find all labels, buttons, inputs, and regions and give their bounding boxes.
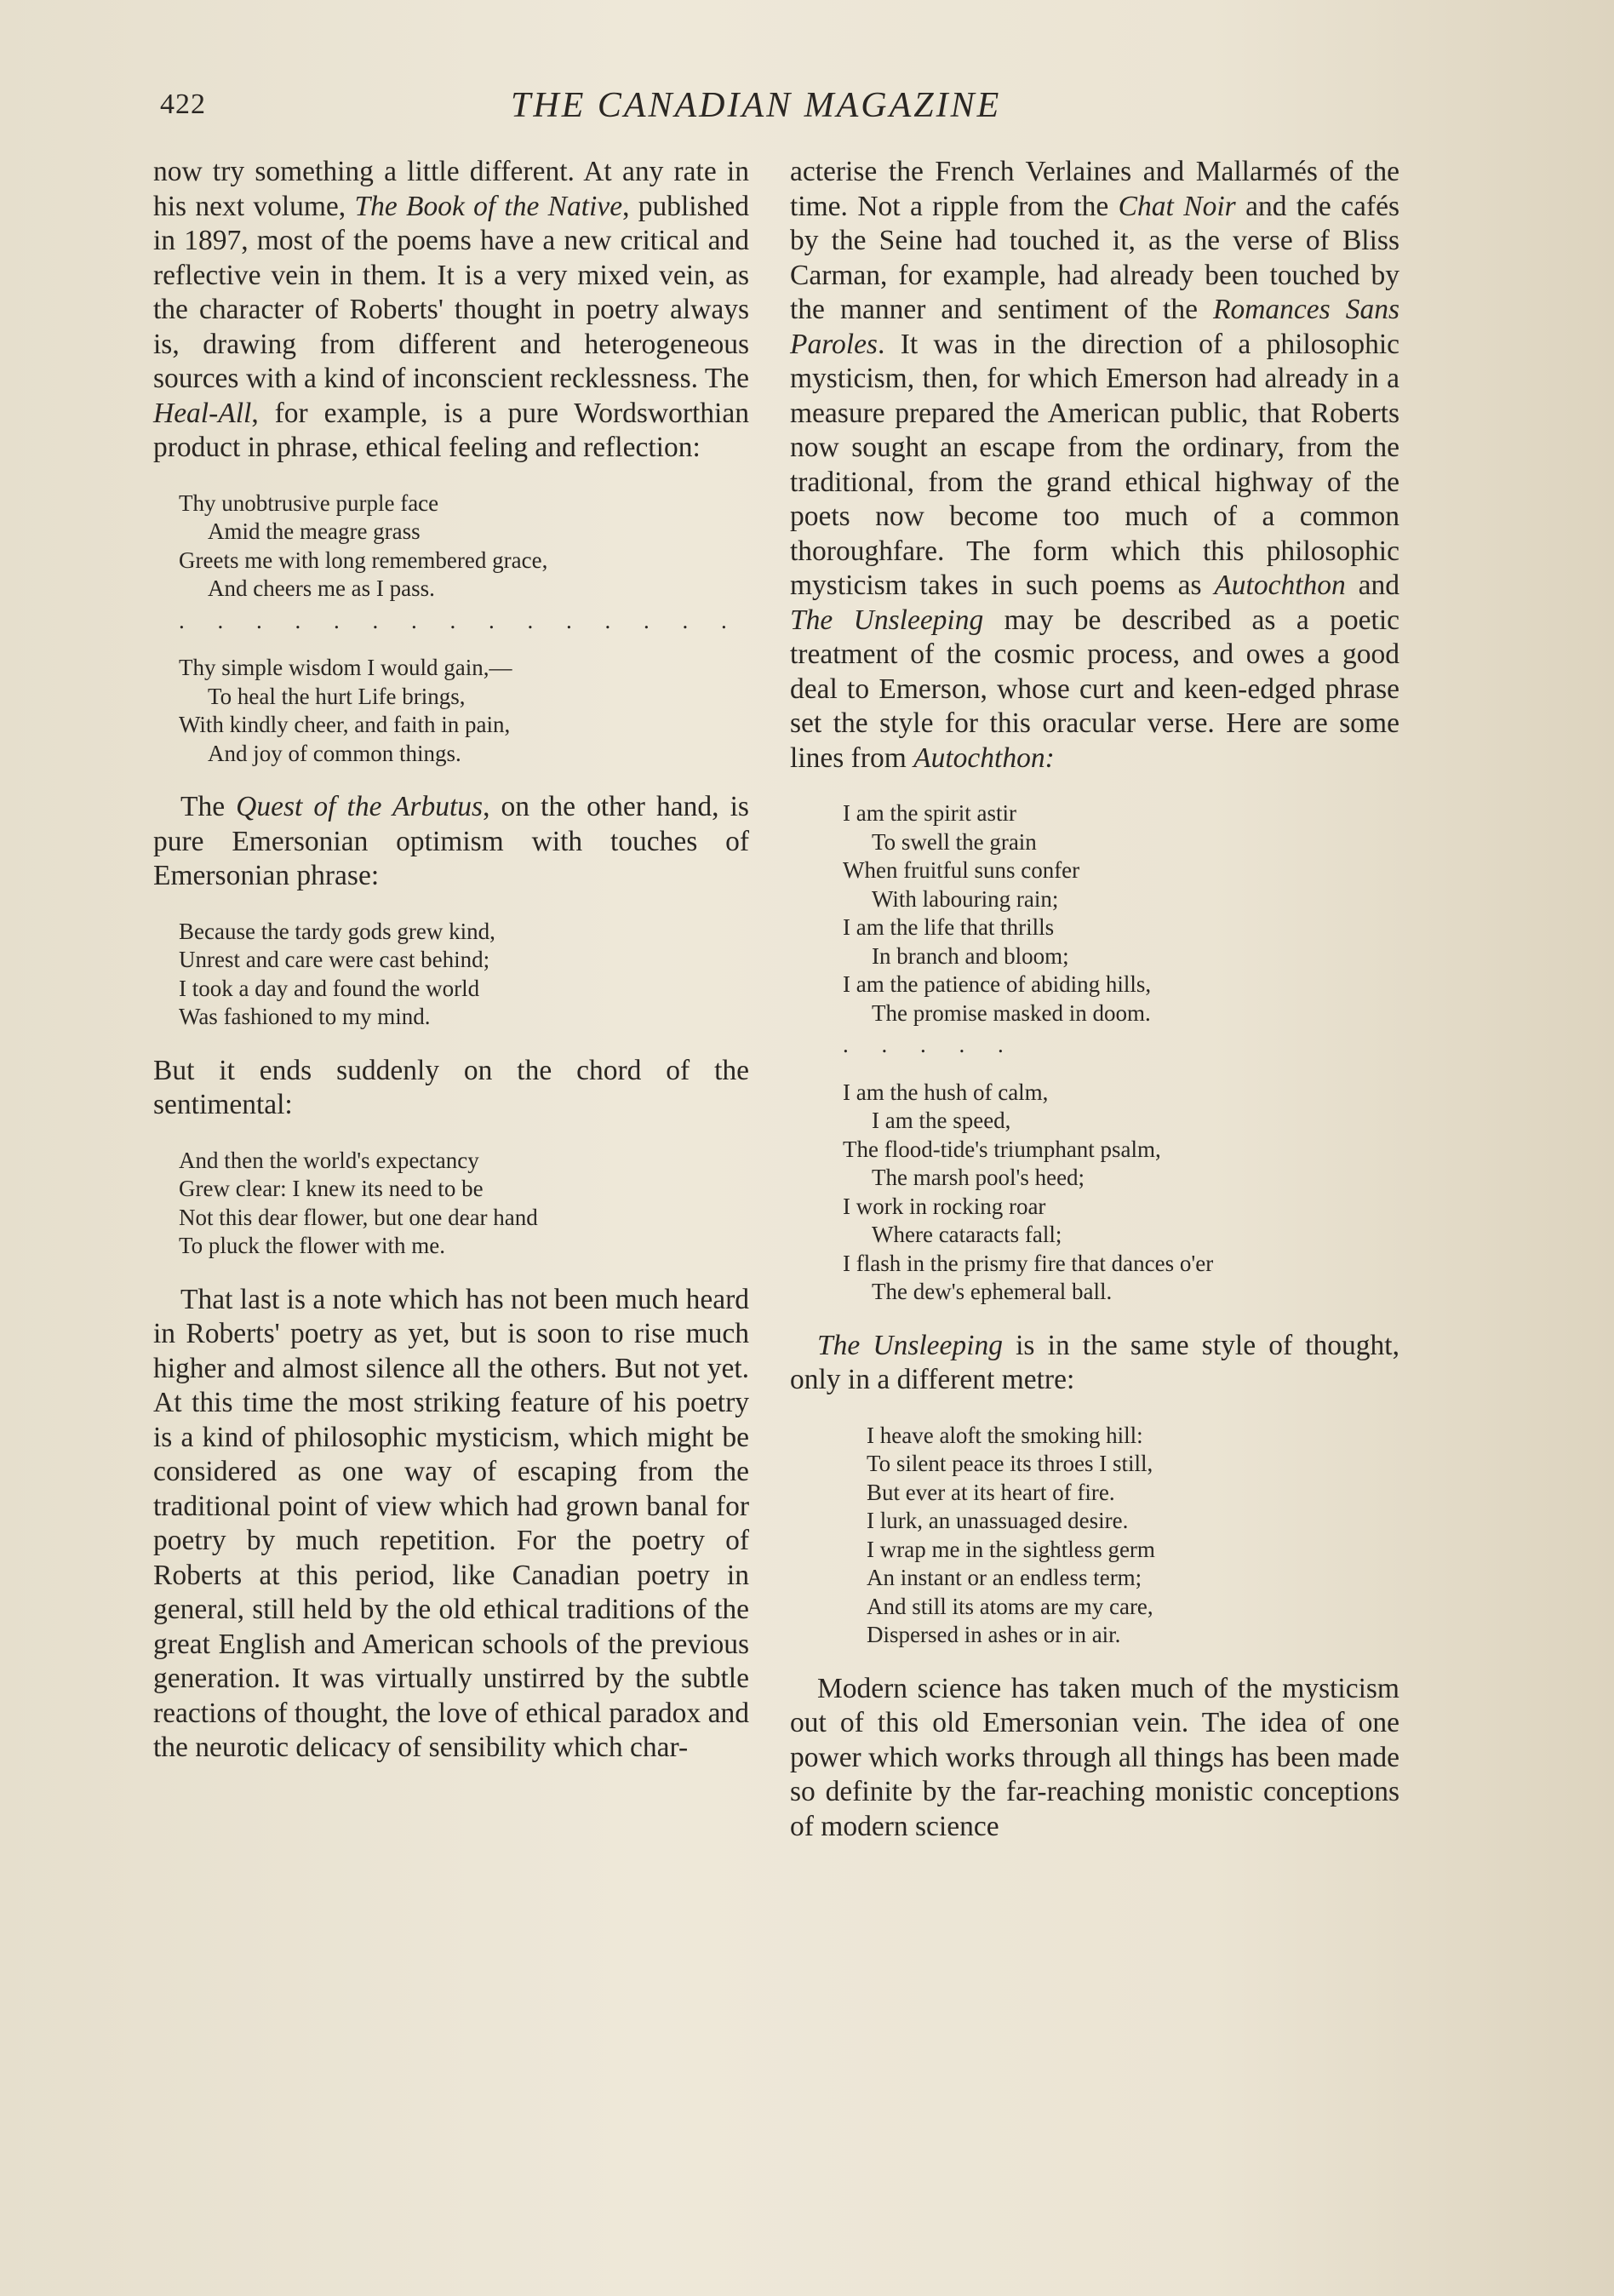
left-paragraph-3: But it ends suddenly on the chord of the sentimental: [153,1054,749,1120]
poem-line: An instant or an endless term; [867,1565,1142,1590]
poem-line: I lurk, an unassuaged desire. [867,1508,1129,1533]
poem-line: Thy unobtrusive purple face [179,490,439,516]
poem-line: Because the tardy gods grew kind, [179,918,495,944]
poem-line: With kindly cheer, and faith in pain, [179,712,511,737]
poem-line: With labouring rain; [872,885,1059,912]
poem-line: I took a day and found the world [179,975,480,1001]
poem-line: I am the patience of abiding hills, [843,971,1152,997]
poem-line: In branch and bloom; [872,942,1069,969]
poem-line: I am the speed, [872,1108,1011,1133]
title-ref: Autochthon: [913,741,1055,774]
poem-line: Where cataracts fall; [872,1222,1062,1247]
poem-line: And still its atoms are my care, [867,1593,1153,1619]
poem-line: I flash in the prismy fire that dances o'er [843,1250,1214,1276]
poem-line: Amid the meagre grass [208,518,421,544]
poem-line: I am the life that thrills [843,914,1055,940]
poem-line: Unrest and care were cast behind; [179,947,490,972]
poem-line: I am the spirit astir [843,800,1016,826]
poem-autochthon [843,799,1399,1307]
left-column [153,155,749,1766]
ellipsis-dots: . . . . . [843,1032,1017,1057]
poem-line: To silent peace its throes I still, [867,1451,1153,1476]
running-title: THE CANADIAN MAGAZINE [511,86,1002,125]
poem-line: Thy simple wisdom I would gain,— [179,655,512,680]
poem-line: When fruitful suns confer [843,857,1080,883]
poem-line: And joy of common things. [208,740,461,766]
poem-line: I work in rocking roar [843,1193,1046,1219]
poem-line: Not this dear flower, but one dear hand [179,1204,538,1230]
poem-line: And cheers me as I pass. [208,575,435,601]
poem-line: The flood-tide's triumphant psalm, [843,1136,1161,1162]
poem-line: Grew clear: I knew its need to be [179,1176,484,1201]
poem-quest-of-arbutus [179,918,749,1032]
poem-line: The dew's ephemeral ball. [872,1279,1113,1304]
right-paragraph-1: acterise the French Verlaines and Mallarmés of the time. Not a ripple from the Chat Noir and the cafés by the Seine had touched it, as the verse of Bliss Carman, for example, had already been touched by the manner and sentiment of the Romances Sans Paroles. It was in the direction of a philosophic mysticism, then, for which Emerson had already in a measure prepared the American public, that Roberts now sought an escape from the ordinary, from the traditional, from the grand ethical highway of the poets now become too much of a common thoroughfare. The form which this philosophic mysticism takes in such poems as Autochthon and The Unsleeping may be described as a poetic treatment of the cosmic process, and owes a good deal to Emerson, whose curt and keen-edged phrase set the style for this oracular verse. Here are some lines from Autochthon: [790,156,1399,774]
poem-sentimental [179,1147,749,1261]
left-paragraph-4: That last is a note which has not been much heard in Roberts' poetry as yet, but is soon to rise much higher and almost silence all the others. But not yet. At this time the most striking feature of his poetry is a kind of philosophic mysticism, which might be considered as one way of escaping from the traditional point of view which had grown banal for poetry by much repetition. For the poetry of Roberts at this period, like Canadian poetry in general, still held by the old ethical traditions of the great English and American schools of the previous generation. It was virtually unstirred by the subtle reactions of thought, the love of ethical paradox and the neurotic delicacy of sensibility which char- [153,1283,749,1763]
poem-line: The promise masked in doom. [872,999,1151,1026]
poem-line: To heal the hurt Life brings, [208,683,466,709]
poem-line: The marsh pool's heed; [872,1165,1085,1190]
poem-unsleeping [867,1422,1399,1650]
poem-title: Heal-All [153,397,252,429]
page-header [153,85,1396,136]
page-number: 422 [160,89,206,120]
left-paragraph-2: The Quest of the Arbutus, on the other hand, is pure Emersonian optimism with touches of Emersonian phrase: [153,791,749,891]
poem-line: To swell the grain [872,828,1037,855]
poem-line: I heave aloft the smoking hill: [867,1422,1143,1448]
title-ref: Autochthon [1214,570,1346,601]
right-paragraph-3: Modern science has taken much of the mysticism out of this old Emersonian vein. The idea of one power which works through all things has been made so definite by the far-reaching monistic conceptions of modern science [790,1672,1399,1842]
poem-line: To pluck the flower with me. [179,1233,446,1258]
book-title: The Book of the Native [354,190,623,222]
poem-line: Was fashioned to my mind. [179,1004,431,1029]
left-paragraph-1: now try something a little different. At any rate in his next volume, The Book of the Native, published in 1897, most of the poems have a new critical and reflective vein in them. It is a very mixed vein, as the character of Roberts' thought in poetry always is, drawing from different and heterogeneous sources with a kind of inconscient recklessness. The Heal-All, for example, is a pure Wordsworthian product in phrase, ethical feeling and reflection: [153,156,749,463]
poem-line: Greets me with long remembered grace, [179,547,548,573]
ellipsis-dots: . . . . . . . . . . . . . . . [179,607,741,633]
title-ref: Chat Noir [1118,190,1236,222]
poem-title: The Unsleeping [817,1329,1003,1361]
poem-line: But ever at its heart of fire. [867,1479,1115,1505]
poem-line: I wrap me in the sightless germ [867,1536,1155,1562]
title-ref: The Unsleeping [790,604,984,636]
right-paragraph-2: The Unsleeping is in the same style of thought, only in a different metre: [790,1329,1399,1395]
poem-line: And then the world's expectancy [179,1147,479,1173]
poem-line: I am the hush of calm, [843,1079,1049,1105]
right-column [790,155,1399,1844]
title-ref: Romances Sans Paroles [790,294,1399,360]
poem-heal-all [179,490,749,769]
poem-title: Quest of the Arbutus [236,791,484,822]
poem-line: Dispersed in ashes or in air. [867,1622,1121,1647]
